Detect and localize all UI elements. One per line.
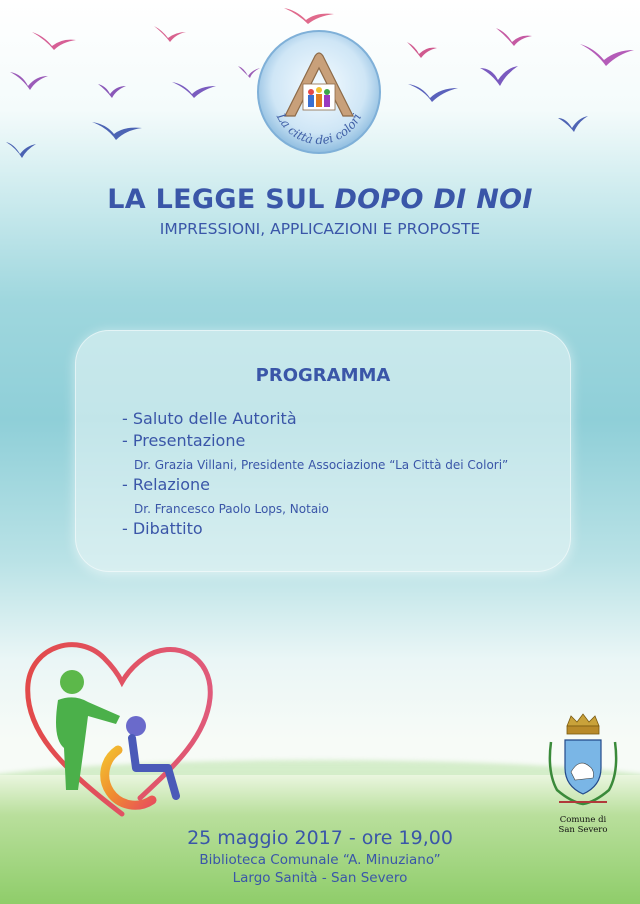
program-item: - Dibattito — [122, 519, 203, 538]
bird-icon — [282, 4, 336, 26]
program-detail: Dr. Grazia Villani, Presidente Associazione “La Città dei Colori” — [134, 458, 509, 472]
bird-icon — [405, 40, 439, 60]
title-prefix: LA LEGGE SUL — [107, 184, 335, 215]
bird-icon — [152, 24, 188, 44]
heart-wheelchair-icon — [22, 628, 222, 828]
title-emphasis: DOPO DI NOI — [334, 184, 533, 215]
crest-caption-line2: San Severo — [558, 825, 608, 835]
bird-icon — [556, 112, 590, 134]
bird-icon — [578, 40, 636, 68]
bird-icon — [30, 30, 78, 52]
coat-of-arms-icon — [545, 712, 621, 812]
crest-caption-line1: Comune di — [559, 815, 607, 825]
logo-text: La città dei colori — [273, 110, 365, 148]
bird-icon — [170, 78, 218, 100]
program-item: - Relazione — [122, 475, 210, 494]
bird-icon — [8, 68, 50, 92]
bird-icon — [478, 62, 520, 88]
page-subtitle: IMPRESSIONI, APPLICAZIONI E PROPOSTE — [159, 220, 481, 238]
program-item: - Presentazione — [122, 431, 246, 450]
program-detail: Dr. Francesco Paolo Lops, Notaio — [134, 502, 329, 516]
program-heading: PROGRAMMA — [255, 365, 391, 386]
association-logo — [255, 28, 383, 156]
page-title — [0, 184, 640, 215]
bird-icon — [90, 118, 144, 142]
bird-icon — [4, 138, 38, 160]
bird-icon — [406, 80, 460, 104]
bird-icon — [494, 26, 534, 48]
program-item: - Saluto delle Autorità — [122, 409, 297, 428]
event-date-time: 25 maggio 2017 - ore 19,00 — [187, 827, 453, 849]
event-address: Largo Sanità - San Severo — [232, 870, 408, 886]
bird-icon — [96, 80, 128, 100]
event-venue: Biblioteca Comunale “A. Minuziano” — [199, 852, 441, 868]
